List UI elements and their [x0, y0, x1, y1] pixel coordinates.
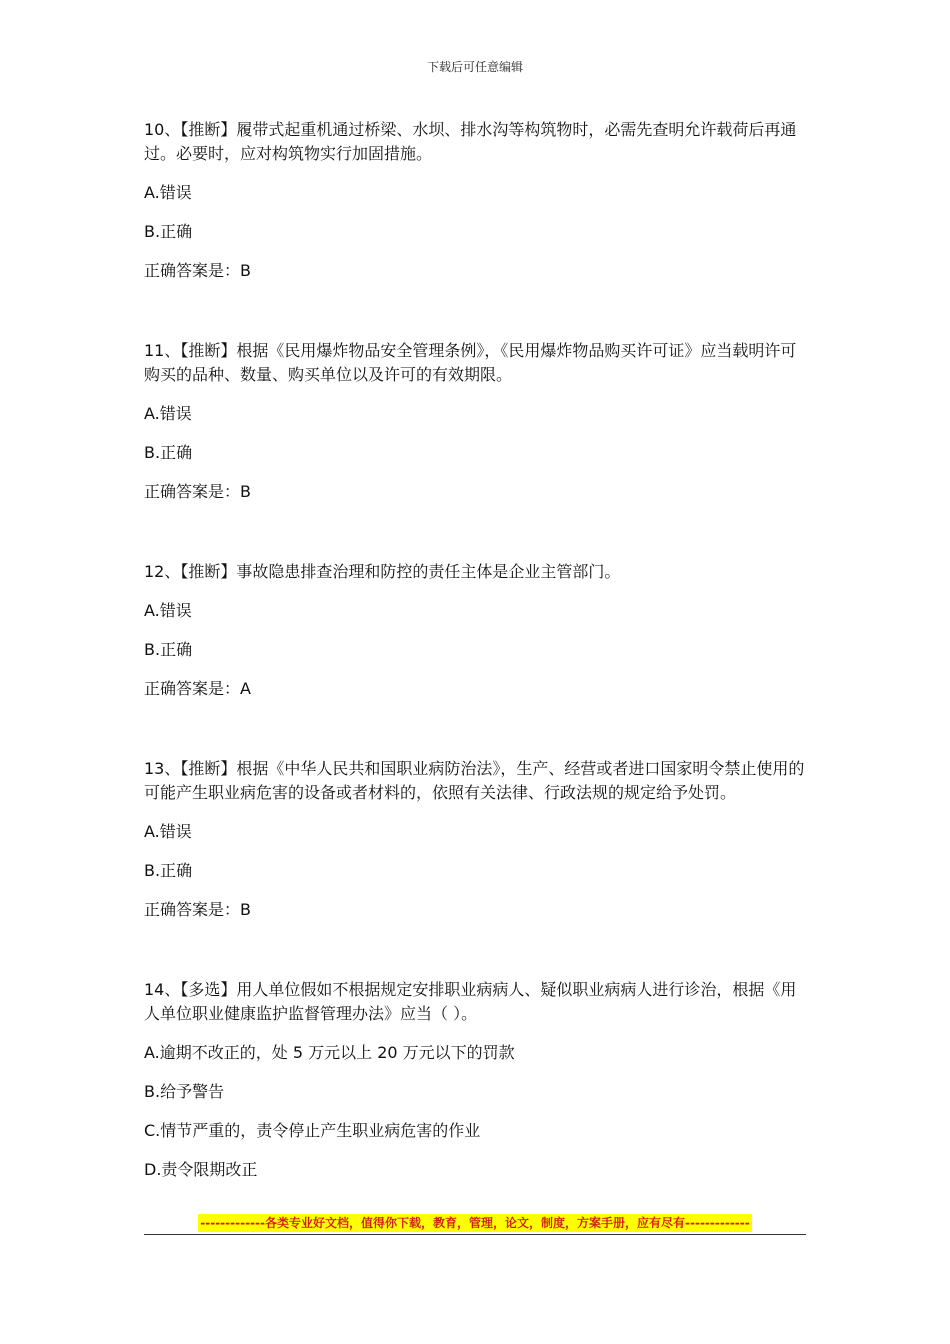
question-text: 12、【推断】事故隐患排查治理和防控的责任主体是企业主管部门。 — [144, 562, 621, 581]
option-b: B.正确 — [144, 222, 193, 241]
option-b: B.正确 — [144, 861, 193, 880]
correct-answer: 正确答案是：B — [144, 900, 251, 919]
option-a: A.错误 — [144, 404, 192, 423]
question-text: 11、【推断】根据《民用爆炸物品安全管理条例》，《民用爆炸物品购买许可证》应当载明许可购买的品种、数量、购买单位以及许可的有效期限。 — [144, 341, 797, 384]
option-c: C.情节严重的，责令停止产生职业病危害的作业 — [144, 1121, 481, 1140]
option-b: B.给予警告 — [144, 1082, 225, 1101]
option-a: A.错误 — [144, 822, 192, 841]
question-12 — [144, 560, 809, 701]
page-header: 下载后可任意编辑 — [426, 60, 523, 74]
question-10 — [144, 118, 809, 283]
question-text: 14、【多选】用人单位假如不根据规定安排职业病病人、疑似职业病病人进行诊治，根据《用人单位职业健康监护监督管理办法》应当（ ）。 — [144, 980, 797, 1023]
option-a: A.错误 — [144, 183, 192, 202]
option-b: B.正确 — [144, 640, 193, 659]
option-d: D.责令限期改正 — [144, 1160, 258, 1179]
page-footer — [144, 1212, 806, 1235]
correct-answer: 正确答案是：B — [144, 261, 251, 280]
question-14 — [144, 978, 809, 1182]
question-list — [144, 118, 809, 1197]
question-text: 13、【推断】根据《中华人民共和国职业病防治法》，生产、经营或者进口国家明令禁止使用的可能产生职业病危害的设备或者材料的，依照有关法律、行政法规的规定给予处罚。 — [144, 759, 805, 802]
question-text: 10、【推断】履带式起重机通过桥梁、水坝、排水沟等构筑物时，必需先查明允许载荷后再通过。必要时，应对构筑物实行加固措施。 — [144, 120, 797, 163]
option-b: B.正确 — [144, 443, 193, 462]
correct-answer: 正确答案是：B — [144, 482, 251, 501]
footer-banner-text: -------------各类专业好文档，值得你下载，教育，管理，论文，制度，方案手册，应有尽有------------- — [200, 1216, 750, 1230]
question-13 — [144, 757, 809, 922]
correct-answer: 正确答案是：A — [144, 679, 251, 698]
option-a: A.逾期不改正的，处 5 万元以上 20 万元以下的罚款 — [144, 1043, 515, 1062]
question-11 — [144, 339, 809, 504]
option-a: A.错误 — [144, 601, 192, 620]
